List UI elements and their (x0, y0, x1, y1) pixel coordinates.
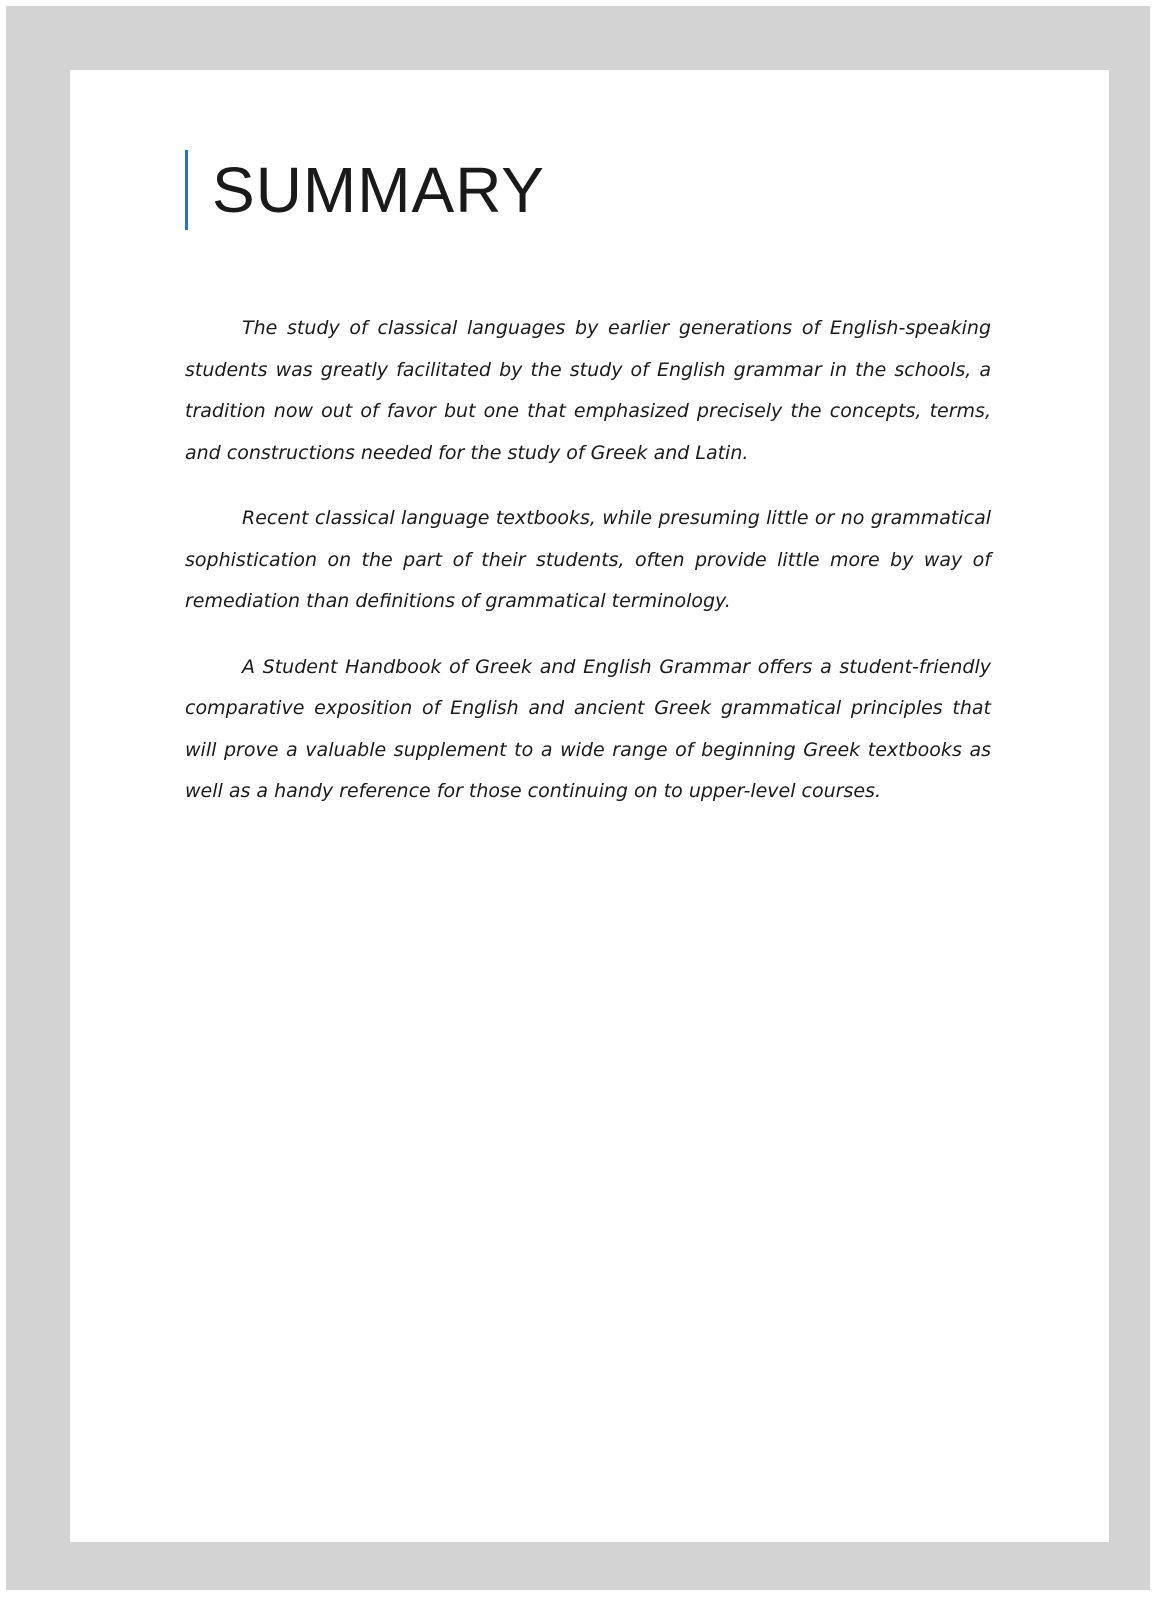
paragraph-3: A Student Handbook of Greek and English Grammar offers a student-friendly comparative exposition of English and ancient Greek grammatical principles that will prove a valuable supplement to a wide range of beginning Greek textbooks as well as a handy reference for those continuing on to upper-level courses. (185, 655, 991, 802)
page-title: SUMMARY (212, 154, 545, 226)
summary-body (185, 308, 991, 837)
heading-accent-bar (185, 150, 188, 230)
heading-block (185, 150, 545, 230)
page-frame (6, 6, 1150, 1590)
paragraph-2: Recent classical language textbooks, while presuming little or no grammatical sophistication on the part of their students, often provide little more by way of remediation than definitions of grammatical terminology. (185, 507, 991, 612)
paragraph-1: The study of classical languages by earlier generations of English-speaking students was greatly facilitated by the study of English grammar in the schools, a tradition now out of favor but one that emphasized precisely the concepts, terms, and constructions needed for the study of Greek and Latin. (185, 317, 991, 464)
document-page (70, 70, 1109, 1542)
